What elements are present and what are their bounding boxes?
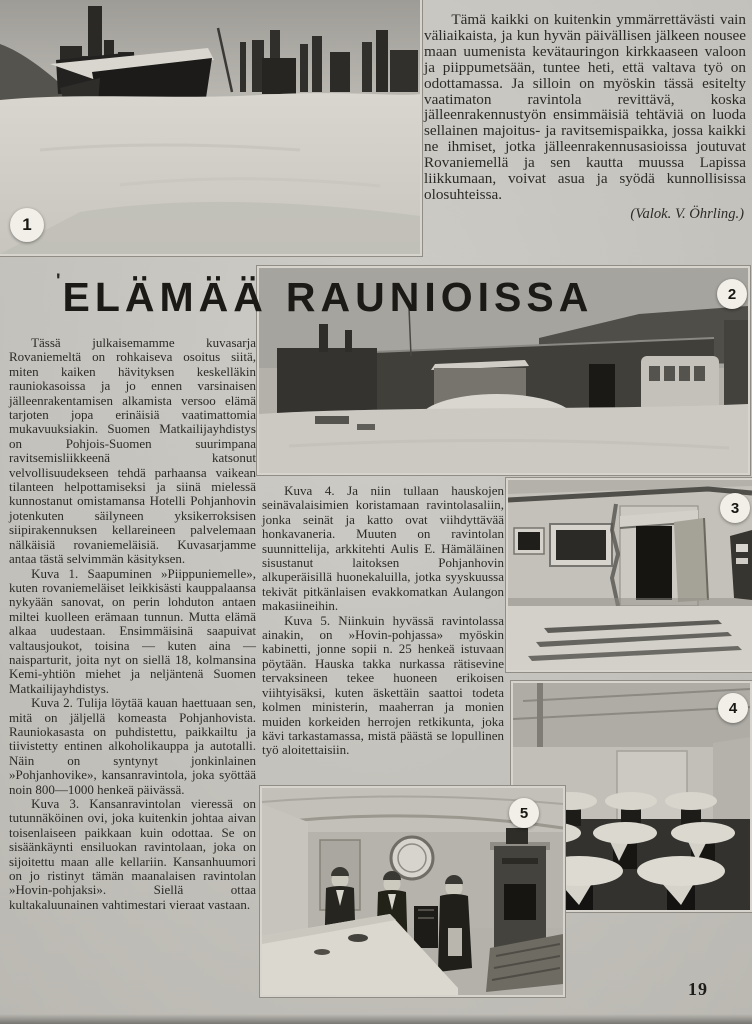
middle-paragraph-1: Kuva 4. Ja niin tullaan hauskojen seinävalaisimien koristamaan ravintolasaliin, jonka seinät ja katto ovat viihdyttävää honkavaneria. Muuten on ravintolan suunnittelija, arkkitehti Aulis E. Hämäläinen sisustanut laitoksen Pohjanhovin alkuperäisillä huonekaluilla, jotka syyskuussa tekivät pitkänlaisen evakkomatkan Aulangon makasiineihin.	[262, 483, 504, 614]
figure-2-badge: 2	[717, 279, 747, 309]
headline-ink-tick: '	[56, 271, 61, 292]
ruins-snowfield-illustration	[0, 0, 420, 254]
figure-5-badge: 5	[509, 798, 539, 828]
left-paragraph-1: Tässä julkaisemamme kuvasarja Rovaniemeltä on rohkaiseva osoitus siitä, miten kaiken hävityksen keskelläkin rauniokasoissa ja jo ennen varsinaisen jälleenrakentamisen alkamista versoo elämä tarjoten jopa erinäisiä vaatimattomia mukavuuksiakin. Suomen Matkailijayhdistys on Pohjois-Suomen suurimpana ravitsemisliikkeenä katsonut velvollisuudekseen tehdä parhaansa vaikean tilanteen helpottamiseksi ja siinä mielessä kunnostanut omistamansa Hotelli Pohjanhovin jotenkuten säilyneen yksikerroksisen siipirakennuksen kellareineen palvelemaan nälkäisiä rovaniemeläisiä. Kuvasarjamme antaa tästä selvimmän käsityksen.	[9, 335, 256, 567]
left-paragraph-2: Kuva 1. Saapuminen »Piippuniemelle», kuten rovaniemeläiset leikkisästi kauppalaansa nykyään sanovat, on perin lohduton antaen miltei kuolleen erämaan tunnun. Mutta elämä alkaa uudestaan. Ensimmäisinä saapuivat valtausjoukot, toisina — kuten aina — naisparturit, joita nyt on siellä 18, kolmansina Kemi-yhtiön miehet ja neljäntenä Suomen Matkailijayhdistys.	[9, 565, 256, 696]
scan-bottom-shadow	[0, 1014, 752, 1024]
page-headline	[56, 271, 593, 321]
middle-paragraph-2: Kuva 5. Niinkuin hyvässä ravintolassa ainakin, on »Hovin-pohjassa» myöskin kabinetti, jonne sopii n. 25 henkeä istuvaan pöytään. Hauska takka nurkassa rätisevine tervaksineen tekee huoneen erikoisen viihtyisäksi, kuten äskettäin saattoi todeta kolmen ministerin, maaherran ja monien muiden korkeiden herrojen retkikunta, joka kävi tarkastamassa, mistä päästä se lopullinen työ aloitettaisiin.	[262, 612, 504, 758]
figure-5-photo	[262, 788, 563, 995]
figure-1-photo	[0, 0, 420, 254]
left-paragraph-3: Kuva 2. Tulija löytää kauan haettuaan sen, mitä on jäljellä komeasta Pohjanhovista. Rauniokasasta on puhdistettu, paikkailtu ja tiivistetty entinen alkoholikauppa ja autotalli. Näin on syntynyt jonkinlainen »Pohjanhovike», kansanravintola, joka syöttää noin 800—1000 henkeä päivässä.	[9, 695, 256, 797]
headline-word-2: RAUNIOISSA	[285, 274, 594, 320]
figure-3-badge: 3	[720, 493, 750, 523]
entrance-door-illustration	[508, 480, 752, 670]
page-number: 19	[688, 979, 708, 999]
intro-paragraph: Tämä kaikki on kuitenkin ymmärrettävästi vain väliaikaista, ja kun hyvän päivällisen jälkeen nousee maan uumenista kevätauringon kirkkaaseen valoon ja piippumetsään, tuntee heti, että valtava työ on odottamassa. Ja silloin on myöskin tässä esitelty vaatimaton ravintola revittävä, koska jälleenrakennustyön ensimmäisiä tehtäviä on luoda sellainen majoitus- ja ravitsemispaikka, jossa kaikki ne ihmiset, jotka jälleenrakennusasioissa joutuvat Rovaniemellä ja sen kautta muussa Lapissa liikkumaan, voivat asua ja syödä kunnollisissa olosuhteissa.	[424, 11, 746, 203]
figure-1-badge: 1	[10, 208, 44, 242]
middle-column	[262, 484, 504, 758]
intro-block	[424, 12, 746, 223]
photo-credit: (Valok. V. Öhrling.)	[630, 205, 744, 222]
figure-4-badge: 4	[718, 693, 748, 723]
figure-3-photo	[508, 480, 752, 670]
left-paragraph-4: Kuva 3. Kansanravintolan vieressä on tutunnäköinen ovi, joka kuitenkin johtaa aivan toisenlaiseen paikkaan kuin odottaa. Se on sisäänkäynti ensiluokan ravintolaan, joka on sijoitettu maan alle kellariin. Kansanhuumori on jo ristinyt tämän maanalaisen ravintolan »Hovin-pohjaksi». Siellä ottaa kultakaluunainen vahtimestari vieraat vastaan.	[9, 796, 256, 912]
headline-word-1: ELÄMÄÄ	[62, 274, 268, 320]
left-column	[9, 336, 256, 912]
